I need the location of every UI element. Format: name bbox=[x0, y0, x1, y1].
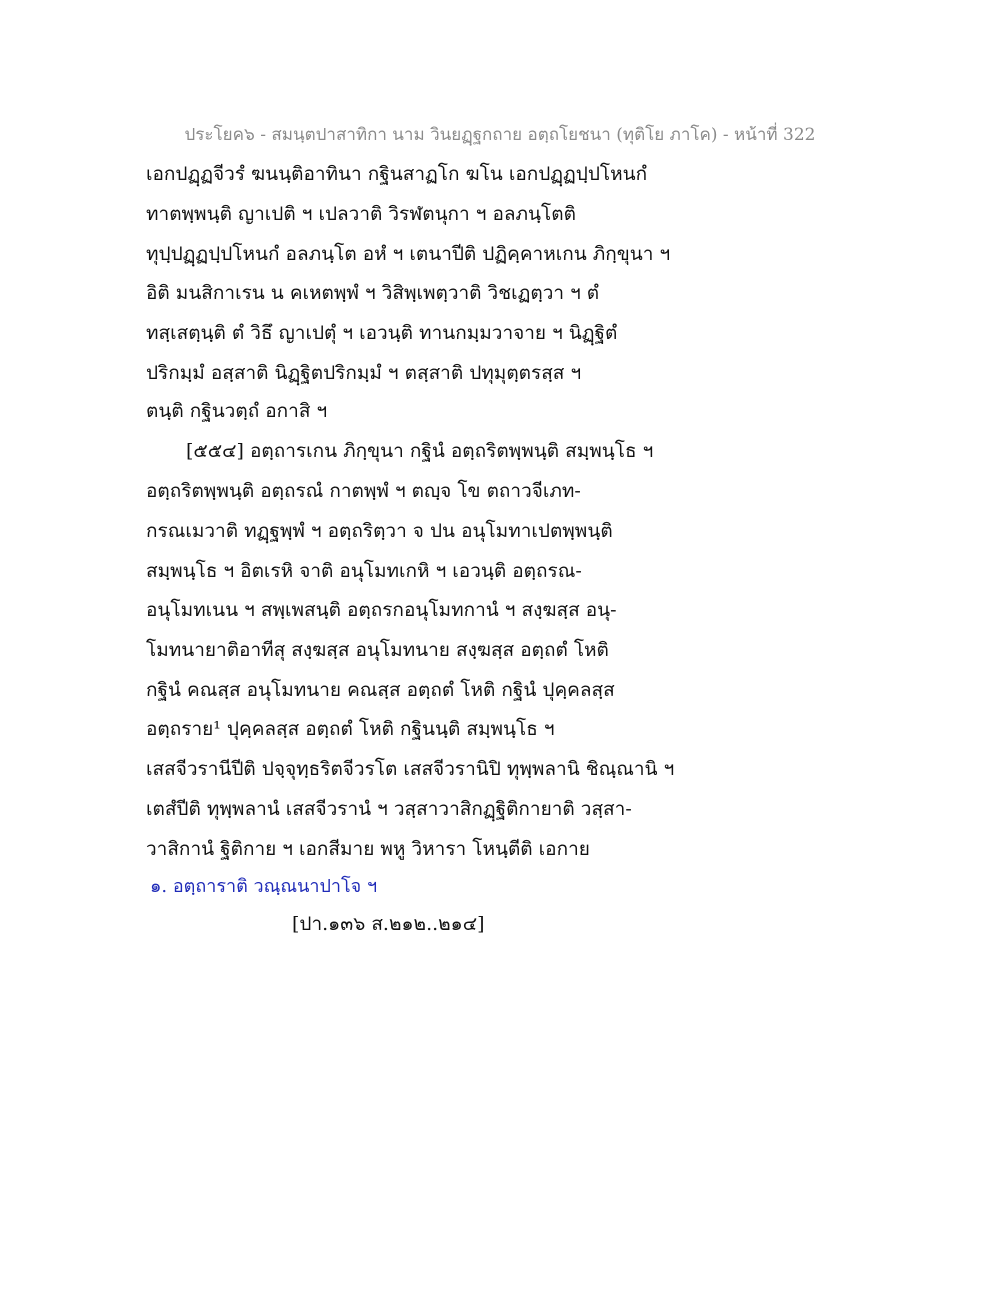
text-line: เตสํปีติ ทุพฺพลานํ เสสจีวรานํ ฯ วสฺสาวาสิกฏฺฐิติกายาติ วสฺสา- bbox=[146, 798, 632, 820]
text-line: กฐินํ คณสฺส อนุโมทนาย คณสฺส อตฺถตํ โหติ กฐินํ ปุคฺคลสฺส bbox=[146, 679, 615, 701]
text-line: ปริกมฺมํ อสฺสาติ นิฏฺฐิตปริกมฺมํ ฯ ตสฺสาติ ปทุมุตฺตรสฺส ฯ bbox=[146, 362, 582, 384]
page-header: ประโยค๖ - สมนฺตปาสาทิกา นาม วินยฏฺฐกถาย อตฺถโยชนา (ทุติโย ภาโค) - หน้าที่ 322 bbox=[184, 125, 816, 145]
text-line: อิติ มนสิกาเรน น คเหตพฺพํ ฯ วิสิพฺเพตฺวาติ วิชเฏตฺวา ฯ ตํ bbox=[146, 282, 600, 304]
text-line: เสสจีวรานีปีติ ปจฺจุทฺธริตจีวรโต เสสจีวรานิปิ ทุพฺพลานิ ชิณฺณานิ ฯ bbox=[146, 758, 675, 780]
text-line: วาสิกานํ ฐิติกาย ฯ เอกสีมาย พหู วิหารา โหนฺตีติ เอกาย bbox=[146, 838, 590, 860]
text-line: อนุโมทเนน ฯ สพฺเพสนฺติ อตฺถรกอนุโมทกานํ ฯ สงฺฆสฺส อนุ- bbox=[146, 599, 617, 621]
text-line: สมฺพนฺโธ ฯ อิตเรหิ จาติ อนุโมทเกหิ ฯ เอวนฺติ อตฺถรณ- bbox=[146, 560, 582, 582]
text-line: กรณเมวาติ ทฏฺฐพฺพํ ฯ อตฺถริตฺวา จ ปน อนุโมทาเปตพฺพนฺติ bbox=[146, 520, 613, 542]
text-line: โมทนายาติอาทีสุ สงฺฆสฺส อนุโมทนาย สงฺฆสฺส อตฺถตํ โหติ bbox=[146, 639, 609, 661]
footnote: ๑. อตฺถาราติ วณฺณนาปาโจ ฯ bbox=[150, 876, 378, 897]
text-line: ตนฺติ กฐินวตฺถํ อกาสิ ฯ bbox=[146, 400, 328, 422]
paragraph-start-line: [๕๕๔] อตฺถารเกน ภิกฺขุนา กฐินํ อตฺถริตพฺพนฺติ สมฺพนฺโธ ฯ bbox=[186, 440, 654, 462]
text-line: อตฺถราย¹ ปุคฺคลสฺส อตฺถตํ โหติ กฐินนฺติ สมฺพนฺโธ ฯ bbox=[146, 718, 555, 740]
text-line: ทาตพฺพนฺติ ญาเปติ ฯ เปลวาติ วิรฬตนุกา ฯ อลภนฺโตติ bbox=[146, 203, 576, 225]
page-reference: [ปา.๑๓๖ ส.๒๑๒..๒๑๔] bbox=[292, 913, 485, 935]
text-line: ทุปฺปฏฺฏปฺปโหนกํ อลภนฺโต อหํ ฯ เตนาปีติ ปฏิคฺคาหเกน ภิกฺขุนา ฯ bbox=[146, 243, 671, 265]
text-line: เอกปฏฺฏจีวรํ ฆนนฺติอาทินา กฐินสาฏโก ฆโน เอกปฏฺฏปฺปโหนกํ bbox=[146, 163, 648, 185]
text-line: ทสฺเสตฺนฺติ ตํ วิธึ ญาเปตุํ ฯ เอวนฺติ ทานกมฺมวาจาย ฯ นิฏฺฐิตํ bbox=[146, 322, 618, 344]
text-line: อตฺถริตพฺพนฺติ อตฺถรณํ กาตพฺพํ ฯ ตญฺจ โข ตถาวจีเภท- bbox=[146, 480, 581, 502]
